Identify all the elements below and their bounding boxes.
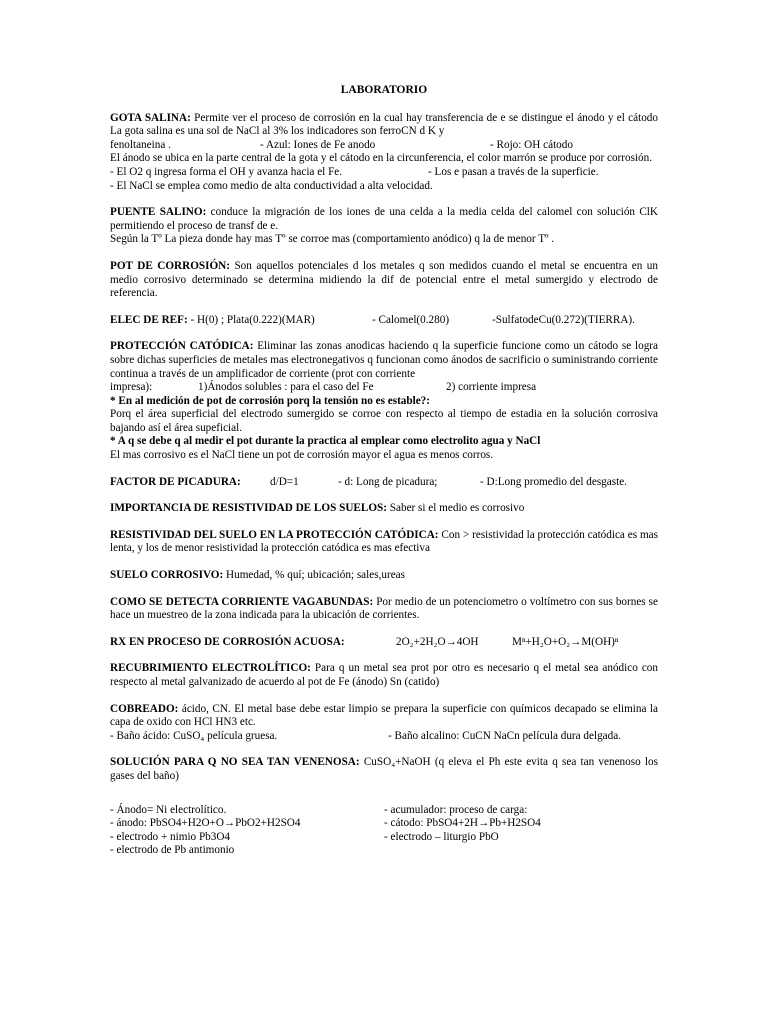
section-puente-salino (110, 206, 658, 247)
paragraph-text: Según la Tº La pieza donde hay mas Tº se corroe mas (comportamiento anódico) q la de menor Tº . (110, 233, 555, 246)
section-pot-corrosion (110, 260, 658, 301)
left-column (110, 804, 384, 858)
paragraph-text: Eliminar las zonas anodicas haciendo q la superficie funcione como un cátodo se logra sobre dichas superficies de metales mas electronegativos q funcionan como ánodos de sacrificio o suministrando corriente continua a través de un amplificador de corriente (prot con corriente (110, 340, 658, 380)
paragraph-text: d/D=1 (270, 475, 299, 488)
section-heading: POT DE CORROSIÓN: (110, 259, 230, 272)
paragraph-text: - D:Long promedio del desgaste. (480, 475, 627, 488)
section-cobreado (110, 703, 658, 744)
paragraph-text: conduce la migración de los iones de una celda a la media celda del calomel con solución ClK permitiendo el proceso de transf de e. (110, 206, 658, 232)
paragraph-text: Con > resistividad la protección catódica es mas lenta, y los de menor resistividad la protección catódica es mas efectiva (110, 528, 658, 555)
list-item: - ánodo: PbSO4+H2O+O→PbO2+H2SO4 (110, 817, 301, 830)
section-heading: RESISTIVIDAD DEL SUELO EN LA PROTECCIÓN CATÓDICA: (110, 528, 439, 541)
section-gota-salina (110, 112, 658, 194)
section-suelo-corrosivo (110, 569, 658, 583)
paragraph-text: - Baño ácido: CuSO₄ película gruesa. (110, 729, 278, 742)
list-item: - cátodo: PbSO4+2H→Pb+H2SO4 (384, 817, 541, 830)
list-item: - electrodo de Pb antimonio (110, 844, 235, 857)
section-heading: GOTA SALINA: (110, 111, 191, 124)
section-factor-picadura (110, 476, 658, 490)
paragraph-text: impresa): (110, 381, 153, 394)
section-rx (110, 636, 658, 650)
paragraph-text: ácido, CN. El metal base debe estar limpio se prepara la superficie con químicos decapado se elimina la capa de oxido con HCl HN3 etc. (110, 702, 658, 729)
section-heading: COBREADO: (110, 702, 179, 715)
paragraph-text: - d: Long de picadura; (338, 475, 438, 488)
paragraph-text: Saber si el medio es corrosivo (386, 502, 525, 515)
paragraph-text: 1)Ánodos solubles : para el caso del Fe (198, 381, 374, 394)
section-heading: RECUBRIMIENTO ELECTROLÍTICO: (110, 662, 311, 675)
page-title: LABORATORIO (340, 84, 428, 96)
section-heading: ELEC DE REF: (110, 313, 188, 326)
section-heading: PROTECCIÓN CATÓDICA: (110, 340, 254, 353)
equation-text: Mⁿ+H₂O+O₂→M(OH)ⁿ (512, 635, 619, 648)
section-recubrimiento (110, 662, 658, 689)
paragraph-text: Porq el área superficial del electrodo sumergido se corroe con respecto al tiempo de estadia en la solución corrosiva bajando así el área supeficial. (110, 408, 658, 434)
section-heading: IMPORTANCIA DE RESISTIVIDAD DE LOS SUELOS: (110, 502, 387, 515)
section-heading: FACTOR DE PICADURA: (110, 475, 241, 488)
equation-text: 2O₂+2H₂O→4OH (396, 635, 479, 648)
paragraph-text: CuSO₄+NaOH (q eleva el Ph este evita q sea tan venenoso los gases del baño) (110, 756, 658, 782)
section-resistividad (110, 529, 658, 556)
question-text: * A q se debe q al medir el pot durante la practica al emplear como electrolito agua y NaCl (110, 435, 541, 448)
bottom-columns (110, 804, 658, 858)
section-solucion (110, 756, 658, 783)
section-proteccion-catodica (110, 340, 658, 462)
paragraph-text: -SulfatodeCu(0.272)(TIERRA). (492, 313, 635, 326)
section-heading: RX EN PROCESO DE CORROSIÓN ACUOSA: (110, 635, 345, 648)
section-heading: SOLUCIÓN PARA Q NO SEA TAN VENENOSA: (110, 756, 360, 769)
paragraph-text: Permite ver el proceso de corrosión en la cual hay transferencia de e se distingue el ánodo y el cátodo La gota salina es una sol de NaCl al 3% los indicadores son ferroCN d K y (110, 111, 658, 138)
paragraph-text: - El NaCl se emplea como medio de alta conductividad a alta velocidad. (110, 179, 433, 192)
paragraph-text: 2) corriente impresa (446, 381, 537, 394)
paragraph-text: - Baño alcalino: CuCN NaCn película dura delgada. (388, 729, 622, 742)
paragraph-text: Humedad, % quí; ubicación; sales,ureas (223, 569, 405, 582)
paragraph-text: Por medio de un potenciometro o voltímetro con sus bornes se hace un muestreo de la zona indicada para la ubicación de corrientes. (110, 595, 658, 622)
list-item: - electrodo + nimio Pb3O4 (110, 830, 231, 843)
paragraph-text: Son aquellos potenciales d los metales q son medidos cuando el metal se encuentra en un medio corrosivo determinado se determina midiendo la dif de potencial entre el metal sumergido y electrodo de referencia. (110, 259, 658, 300)
question-text: * En al medición de pot de corrosión porq la tensión no es estable?: (110, 394, 431, 407)
section-heading: PUENTE SALINO: (110, 206, 207, 219)
section-heading: COMO SE DETECTA CORRIENTE VAGABUNDAS: (110, 595, 374, 608)
section-vagabundas (110, 596, 658, 623)
section-heading: SUELO CORROSIVO: (110, 569, 224, 582)
paragraph-text: - Azul: Iones de Fe anodo (260, 138, 376, 151)
paragraph-text: - Los e pasan a través de la superficie. (428, 165, 599, 178)
paragraph-text: Para q un metal sea prot por otro es necesario q el metal sea anódico con respecto al metal galvanizado de acuerdo al pot de Fe (ánodo) Sn (catido) (110, 662, 658, 688)
list-item: - electrodo – liturgio PbO (384, 830, 499, 843)
list-item: - acumulador: proceso de carga: (384, 803, 528, 816)
section-elec-ref (110, 314, 658, 328)
right-column (384, 804, 658, 858)
paragraph-text: - Rojo: OH cátodo (490, 138, 573, 151)
paragraph-text: - Calomel(0.280) (372, 313, 450, 326)
paragraph-text: - H(0) ; Plata(0.222)(MAR) (187, 313, 315, 326)
document-content (110, 84, 658, 858)
paragraph-text: - El O2 q ingresa forma el OH y avanza hacia el Fe. (110, 165, 343, 178)
paragraph-text: El ánodo se ubica en la parte central de la gota y el cátodo en la circunferencia, el color marrón se produce por corrosión. (110, 152, 653, 165)
paragraph-text: fenoltaneina . (110, 138, 171, 151)
section-importancia (110, 502, 658, 516)
paragraph-text: El mas corrosivo es el NaCl tiene un pot de corrosión mayor el agua es menos corros. (110, 449, 494, 462)
list-item: - Ánodo= Ni electrolítico. (110, 803, 227, 816)
